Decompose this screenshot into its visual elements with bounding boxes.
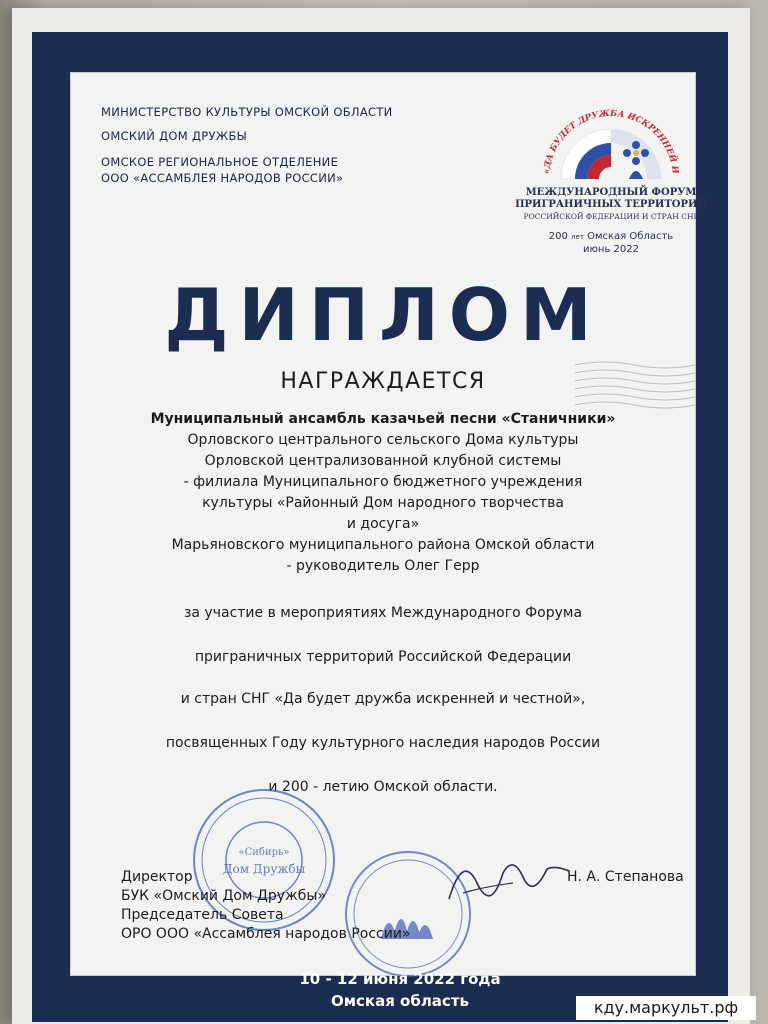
logo-anniversary-region: Омская Область	[587, 231, 674, 242]
citation-line: приграничных территорий Российской Федерации	[194, 649, 572, 665]
logo-arc-text: «ДА БУДЕТ ДРУЖБА ИСКРЕННЕЙ И	[542, 108, 680, 175]
footer-dates: 10 - 12 июня 2022 года	[299, 970, 501, 988]
logo-anniversary-unit: лет	[571, 233, 584, 241]
site-watermark: кду.маркульт.рф	[576, 996, 756, 1020]
signatory-title-line: ОРО ООО «Ассамблея народов России»	[121, 926, 411, 942]
footer-place: Омская область	[330, 992, 470, 1010]
recipient-line: Орловской централизованной клубной системы	[204, 453, 562, 469]
signatory-title-line: БУК «Омский Дом Дружбы»	[121, 888, 326, 904]
recipient-line: и досуга»	[346, 516, 420, 532]
logo-anniversary	[511, 231, 711, 242]
navy-frame	[32, 32, 728, 1022]
recipient-line: - руководитель Олег Герр	[286, 558, 480, 574]
signatory-name: Н. А. Степанова	[567, 869, 684, 885]
diploma-title: ДИПЛОМ	[164, 273, 602, 357]
citation-line: за участие в мероприятиях Международного Форума	[183, 605, 583, 621]
recipient-line: Муниципальный ансамбль казачьей песни «Станичники»	[150, 411, 616, 427]
recipient-line: Орловского центрального сельского Дома культуры	[187, 432, 579, 448]
org-line: МИНИСТЕРСТВО КУЛЬТУРЫ ОМСКОЙ ОБЛАСТИ	[101, 105, 393, 119]
forum-arch-icon	[521, 83, 701, 193]
citation-line: посвященных Году культурного наследия народов России	[165, 735, 601, 751]
recipient-line: - филиала Муниципального бюджетного учреждения	[183, 474, 583, 490]
logo-title-line2: ПРИГРАНИЧНЫХ ТЕРРИТОРИЙ	[515, 199, 707, 210]
org-line: ОМСКОЕ РЕГИОНАЛЬНОЕ ОТДЕЛЕНИЕ	[101, 155, 339, 169]
citation-line: и стран СНГ «Да будет дружба искренней и честной»,	[180, 691, 586, 707]
org-line: ООО «АССАМБЛЕЯ НАРОДОВ РОССИИ»	[101, 171, 344, 185]
logo-anniversary-number: 200	[548, 231, 568, 242]
stamp-text: «Сибирь»	[238, 847, 290, 858]
org-line: ОМСКИЙ ДОМ ДРУЖБЫ	[101, 129, 248, 143]
awarded-heading: НАГРАЖДАЕТСЯ	[280, 369, 486, 394]
diploma-sheet	[12, 8, 750, 1024]
logo-date: июнь 2022	[583, 244, 639, 255]
logo-title-line1: МЕЖДУНАРОДНЫЙ ФОРУМ	[525, 187, 697, 198]
signature-scribble	[443, 843, 573, 913]
signatory-title-line: Директор	[121, 869, 193, 885]
diploma-inner-panel	[70, 72, 707, 976]
logo-title-line3: РОССИЙСКОЙ ФЕДЕРАЦИИ И СТРАН СНГ	[523, 212, 699, 221]
recipient-line: Марьяновского муниципального района Омской области	[171, 537, 595, 553]
forum-logo	[515, 83, 707, 283]
citation-line: и 200 - летию Омской области.	[268, 779, 498, 795]
recipient-line: культуры «Районный Дом народного творчества	[202, 495, 564, 511]
stamp-text: Дом Дружбы	[222, 862, 306, 876]
signatory-title-line: Председатель Совета	[121, 907, 284, 923]
recipient-block	[71, 409, 695, 577]
